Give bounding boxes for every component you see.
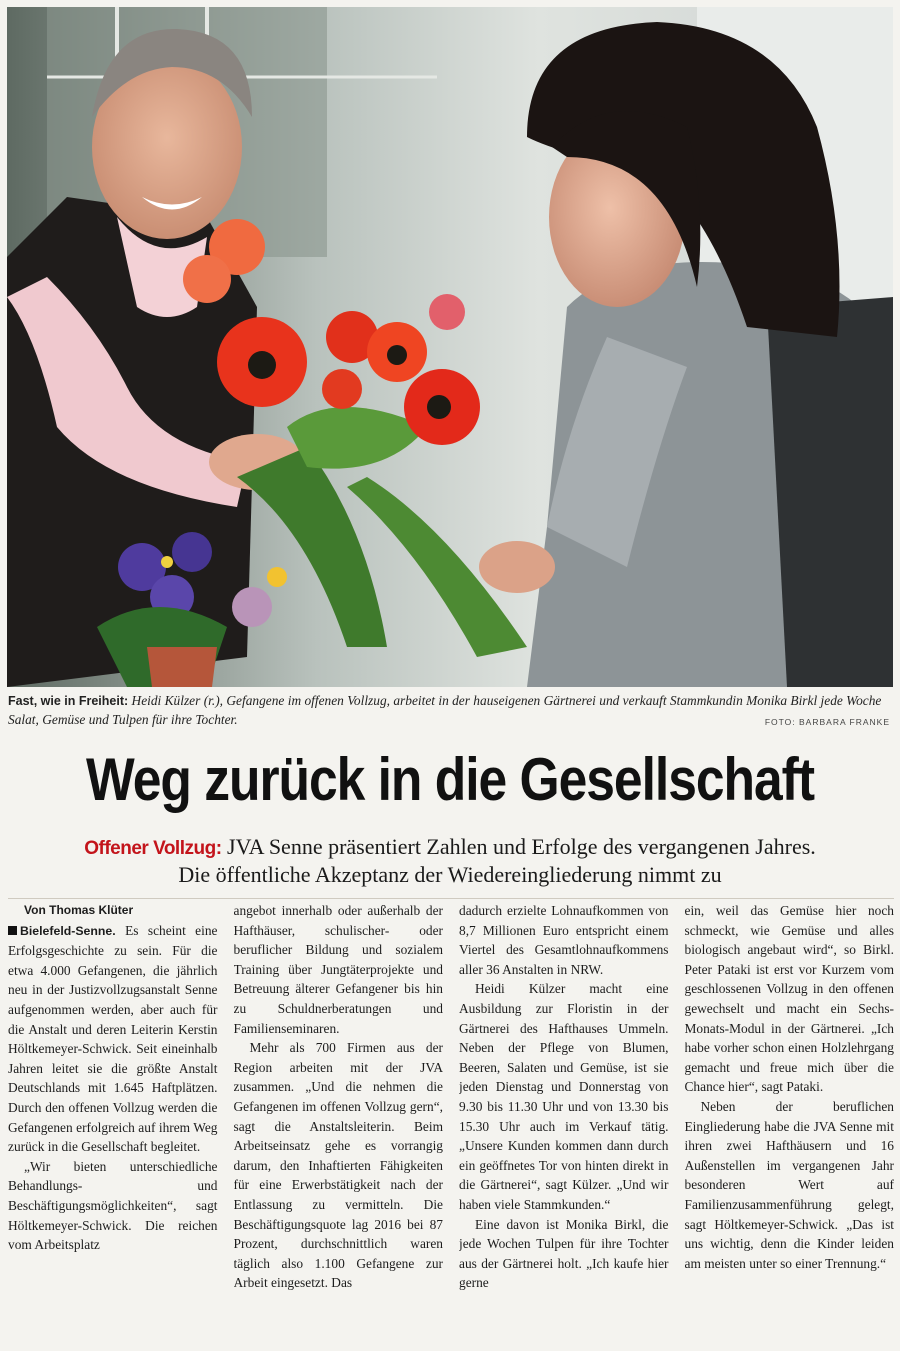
column-1 [8, 901, 218, 1346]
subhead-line-2: Die öffentliche Akzeptanz der Wiedereingliederung nimmt zu [178, 862, 722, 887]
column-3 [459, 901, 669, 1346]
paragraph: Heidi Külzer macht eine Ausbildung zur Floristin in der Gärtnerei des Hafthauses Ummeln. Neben der Pflege von Blumen, Beeren, Salaten und Gemüse, ist sie jeden Dienstag und Donnerstag von 9.30 bis 11.30 Uhr und von 13.30 bis 15.30 Uhr auch im Verkauf tätig. „Unsere Kunden kommen dann durch ein geöffnetes Tor von hinten direkt in die Gärtnerei“, sagt Külzer. „Und wir haben viele Stammkunden.“ [459, 981, 669, 1212]
paragraph: ein, weil das Gemüse hier noch schmeckt, wie Gemüse und alles biologisch angebaut wird“, so Birkl. Peter Pataki ist erst vor Kurzem vom geschlossenen Vollzug in den offenen gewechselt und macht ein Sechs-Monats-Modul in der Gärtnerei. „Ich habe vorher schon einen Holzlehrgang gemacht und freue mich über die Chance hier“, sagt Pataki. [684, 903, 894, 1095]
divider [8, 898, 894, 899]
paragraph: Neben der beruflichen Eingliederung habe die JVA Senne mit ihren zwei Hafthäusern und 16 Außenstellen im vergangenen Jahr besonderen Wert auf Familienzusammenführung gelegt, sagt Höltkemeyer-Schwick. „Das ist uns wichtig, denn die Kinder leiden am meisten unter so einer Trennung.“ [684, 1098, 894, 1271]
square-bullet-icon [8, 926, 17, 935]
subhead-text-1: JVA Senne präsentiert Zahlen und Erfolge des vergangenen Jahres. [227, 834, 816, 859]
subhead [0, 834, 900, 888]
paragraph: „Wir bieten unterschiedliche Behandlungs- und Beschäftigungsmöglichkeiten“, sagt Höltkemeyer-Schwick. Die reichen vom Arbeitsplatz [8, 1158, 218, 1253]
dateline: Bielefeld-Senne. [20, 923, 116, 938]
subhead-kicker: Offener Vollzug: [84, 838, 222, 859]
paragraph: Eine davon ist Monika Birkl, die jede Wochen Tulpen für ihre Tochter aus der Gärtnerei holt. „Ich kaufe hier gerne [459, 1216, 669, 1291]
subhead-line-1 [0, 834, 900, 862]
column-2 [234, 901, 444, 1346]
byline: Von Thomas Klüter [24, 903, 134, 917]
paragraph-text: Es scheint eine Erfolgsgeschichte zu sein. Für die etwa 4.000 Gefangenen, die jährlich neu in der Justizvollzugsanstalt Senne aufgenommen werden, aber auch für die Anstalt und deren Leiterin Kerstin Höltkemeyer-Schwick. Seit eineinhalb Jahren leitet sie die größte Anstalt Deutschlands mit 1.645 Haftplätzen. Durch den offenen Vollzug werden die Gefangenen erfolgreich auf ihrem Weg zurück in die Gesellschaft begleitet. [8, 922, 218, 1155]
caption-text: Heidi Külzer (r.), Gefangene im offenen Vollzug, arbeitet in der hauseigenen Gärtnerei und verkauft Stammkundin Monika Birkl jede Woche Salat, Gemüse und Tulpen für ihre Tochter. [8, 693, 882, 727]
headline: Weg zurück in die Gesellschaft [86, 746, 814, 813]
paragraph: dadurch erzielte Lohnaufkommen von 8,7 Millionen Euro entspricht einem Viertel des Gesamtlohnaufkommens aller 36 Anstalten in NRW. [459, 903, 669, 977]
photo-credit: FOTO: BARBARA FRANKE [764, 717, 890, 727]
paragraph [8, 921, 218, 1157]
paragraph: angebot innerhalb oder außerhalb der Hafthäuser, schulischer- oder beruflicher Bildung und sozialem Training über Jungtäterprojekte und Betreuung älterer Gefangener bis hin zu Schuldnerberatungen und Familienseminaren. [233, 903, 443, 1036]
column-4 [685, 901, 895, 1346]
caption-lead: Fast, wie in Freiheit: [8, 694, 129, 708]
photo-of-two-women-with-flowers-icon [7, 7, 893, 687]
article-body [8, 901, 894, 1346]
article-photo [7, 7, 893, 687]
paragraph: Mehr als 700 Firmen aus der Region arbeiten mit der JVA zusammen. „Und die nehmen die Gefangenen im offenen Vollzug gern“, sagt die Anstaltsleiterin. Beim Arbeitseinsatz gehe es vorrangig darum, den Inhaftierten Fähigkeiten für eine Erwerbstätigkeit nach der Entlassung zu vermitteln. Die Beschäftigungsquote lag 2016 bei 87 Prozent, durchschnittlich waren täglich also 1.100 Gefangene zur Arbeit eingesetzt. Das [233, 1040, 443, 1291]
photo-caption [8, 692, 892, 728]
